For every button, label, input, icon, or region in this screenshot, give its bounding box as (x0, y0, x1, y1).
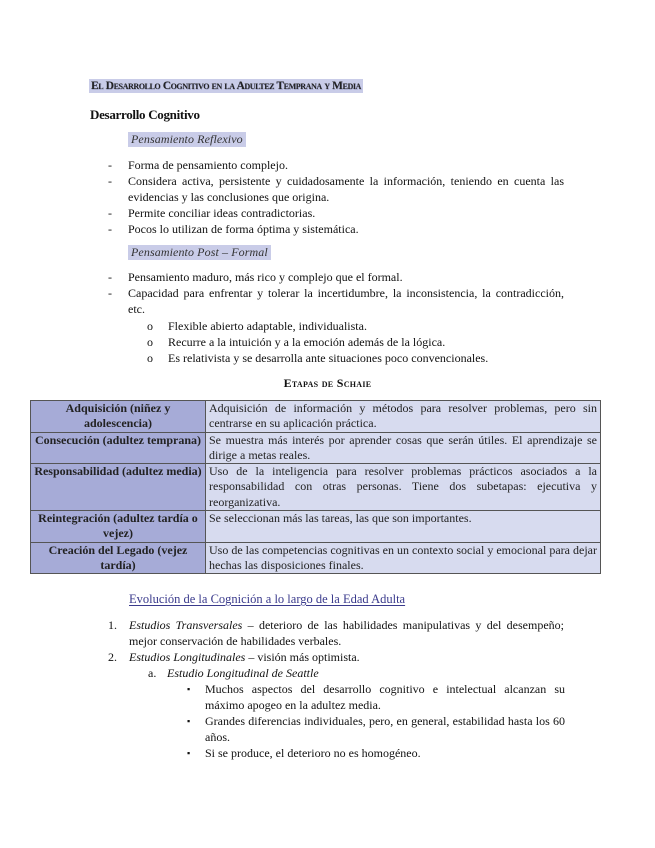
list-item (108, 157, 564, 173)
study-term: Estudios Longitudinales (129, 650, 246, 664)
numbered-item-text (129, 649, 564, 665)
list-item-text: Capacidad para enfrentar y tolerar la incertidumbre, la inconsistencia, la contradicción, etc. (128, 286, 564, 316)
study-description: – visión más optimista. (245, 650, 360, 664)
bullet-point-text: Si se produce, el deterioro no es homogéneo. (205, 746, 421, 760)
dash-marker: - (108, 158, 112, 172)
table-row (31, 432, 601, 464)
dash-marker: - (108, 174, 112, 188)
square-bullet-icon: ▪ (187, 716, 191, 726)
stage-description: Uso de las competencias cognitivas en un contexto social y emocional para dejar hechas las disposiciones finales. (206, 542, 601, 574)
square-bullet-icon: ▪ (187, 748, 191, 758)
schaie-stages-table (30, 400, 601, 574)
stage-description: Se muestra más interés por aprender cosas que serán útiles. El aprendizaje se dirige a metas reales. (206, 432, 601, 464)
list-item (108, 205, 564, 221)
list-item-text: Permite conciliar ideas contradictorias. (128, 206, 316, 220)
bullet-point (187, 745, 565, 761)
circle-marker: o (147, 351, 153, 365)
list-item (108, 221, 564, 237)
item-number: 1. (108, 618, 117, 632)
item-number: 2. (108, 650, 117, 664)
stage-name: Reintegración (adultez tardía o vejez) (31, 511, 206, 543)
stage-name: Creación del Legado (vejez tardía) (31, 542, 206, 574)
numbered-item (108, 649, 564, 665)
bullet-point-text: Grandes diferencias individuales, pero, en general, estabilidad hasta los 60 años. (205, 714, 565, 744)
sub-list-item-text: Es relativista y se desarrolla ante situaciones poco convencionales. (168, 351, 489, 365)
list-item (108, 173, 564, 205)
stage-name: Responsabilidad (adultez media) (31, 464, 206, 511)
dash-marker: - (108, 286, 112, 300)
subheading-postformal: Pensamiento Post – Formal (128, 245, 271, 260)
document-title: El Desarrollo Cognitivo en la Adultez Temprana y Media (91, 80, 361, 92)
table-title: Etapas de Schaie (283, 376, 372, 390)
stage-description: Uso de la inteligencia para resolver problemas prácticos asociados a la responsabilidad con otras personas. Tiene dos subetapas: ejecutiva y reorganizativa. (206, 464, 601, 511)
table-row (31, 542, 601, 574)
list-item-text: Forma de pensamiento complejo. (128, 158, 288, 172)
sub-list-item-text: Recurre a la intuición y a la emoción además de la lógica. (168, 335, 446, 349)
lettered-item (148, 665, 319, 681)
sub-list-item (147, 334, 445, 350)
numbered-item-text (129, 617, 564, 649)
numbered-item (108, 617, 564, 649)
list-item-text: Pensamiento maduro, más rico y complejo que el formal. (128, 270, 403, 284)
table-row (31, 511, 601, 543)
subheading-reflexivo: Pensamiento Reflexivo (128, 132, 246, 147)
sub-list-item (147, 350, 488, 366)
item-letter: a. (148, 666, 157, 680)
list-item-text: Pocos lo utilizan de forma óptima y sistemática. (128, 222, 359, 236)
dash-marker: - (108, 270, 112, 284)
square-bullet-icon: ▪ (187, 684, 191, 694)
study-description: – deterioro de las habilidades manipulativas y del desempeño; mejor conservación de habilidades verbales. (129, 618, 564, 648)
circle-marker: o (147, 319, 153, 333)
list-item (108, 285, 564, 317)
list-item-text: Considera activa, persistente y cuidadosamente la información, teniendo en cuenta las evidencias y las conclusiones que origina. (128, 174, 564, 204)
stage-name: Consecución (adultez temprana) (31, 432, 206, 464)
stage-description: Se seleccionan más las tareas, las que son importantes. (206, 511, 601, 543)
table-row (31, 401, 601, 433)
sub-list-item (147, 318, 367, 334)
dash-marker: - (108, 222, 112, 236)
lettered-item-text: Estudio Longitudinal de Seattle (167, 666, 319, 680)
table-row (31, 464, 601, 511)
dash-marker: - (108, 206, 112, 220)
section-heading: Desarrollo Cognitivo (90, 107, 200, 122)
sub-list-item-text: Flexible abierto adaptable, individualista. (168, 319, 367, 333)
stage-description: Adquisición de información y métodos para resolver problemas, pero sin centrarse en su aplicación práctica. (206, 401, 601, 433)
list-item (108, 269, 564, 285)
bullet-point-text: Muchos aspectos del desarrollo cognitivo e intelectual alcanzan su máximo apogeo en la adultez media. (205, 682, 565, 712)
evolucion-heading-link[interactable]: Evolución de la Cognición a lo largo de la Edad Adulta (129, 592, 406, 606)
bullet-point (187, 713, 565, 745)
study-term: Estudios Transversales (129, 618, 243, 632)
bullet-point (187, 681, 565, 713)
circle-marker: o (147, 335, 153, 349)
stage-name: Adquisición (niñez y adolescencia) (31, 401, 206, 433)
